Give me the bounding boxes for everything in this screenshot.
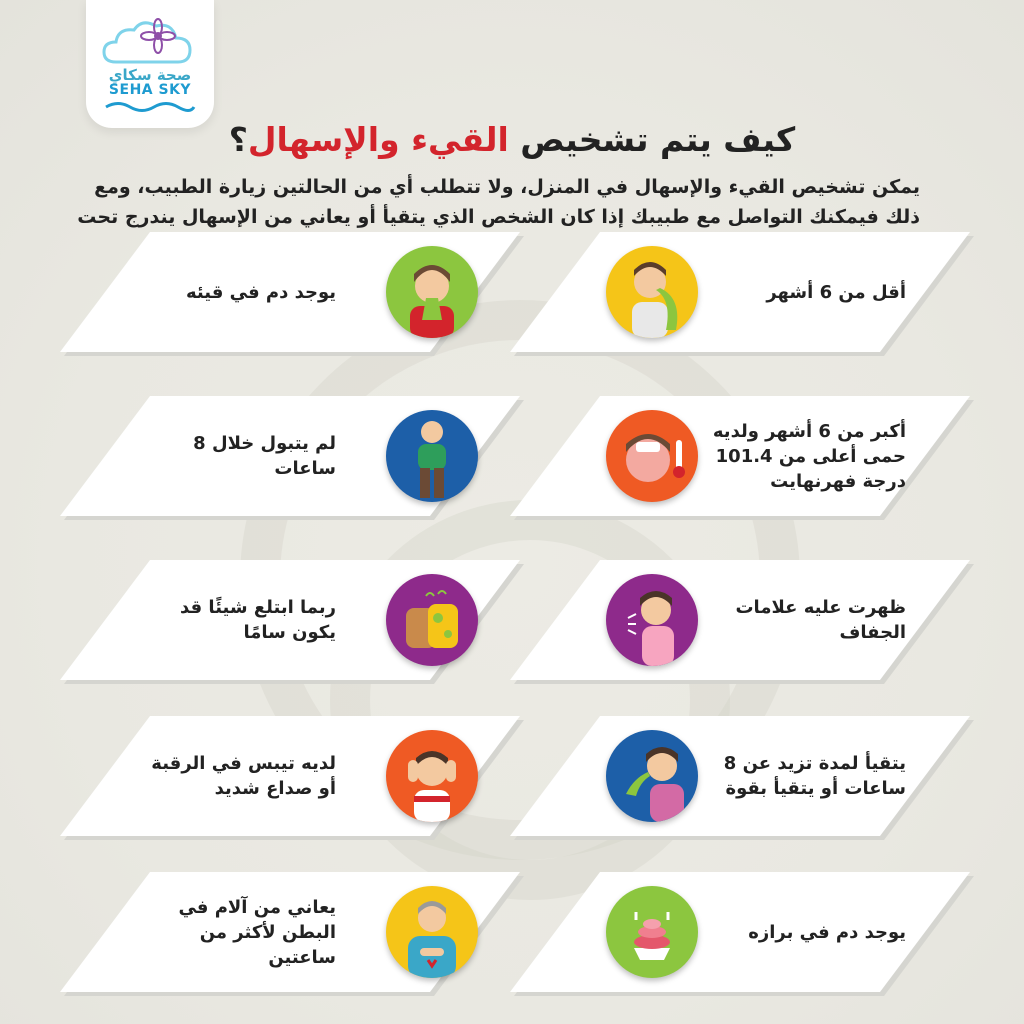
criteria-card [510,716,970,836]
dehydrated-person-icon [606,574,698,666]
urgent-person-icon [386,410,478,502]
criteria-card [60,396,520,516]
criteria-label: ظهرت عليه علامات الجفاف [735,597,906,643]
criteria-label: لم يتبول خلال 8 ساعات [193,433,336,479]
criteria-label: يتقيأ لمدة تزيد عن 8 ساعات أو يتقيأ بقوة [723,753,906,799]
stool-blood-icon [606,886,698,978]
criteria-label: يوجد دم في قيئه [185,281,336,303]
title-end: ؟ [228,120,248,159]
criteria-card [510,872,970,992]
intro-paragraph: يمكن تشخيص القيء والإسهال في المنزل، ولا تتطلب أي من الحالتين زيارة الطبيب، ومع ذلك فيمكنك التواصل مع طبيبك إذا كان الشخص الذي يتقيأ أو يعاني من الإسهال يندرج تحت [77,176,920,228]
fever-thermometer-icon [606,410,698,502]
stomach-pain-icon [386,886,478,978]
logo-arabic-text: صحة سكاي [108,66,192,84]
wave-icon [86,100,214,114]
vomiting-child-icon [606,246,698,338]
criteria-card [510,396,970,516]
cloud-flower-icon [86,4,214,74]
sick-boy-icon [386,246,478,338]
spoiled-bread-icon [386,574,478,666]
vomiting-man-icon [606,730,698,822]
criteria-label: لديه تيبس في الرقبة أو صداع شديد [151,753,336,799]
criteria-card [60,872,520,992]
criteria-label: يعاني من آلام في البطن لأكثر من ساعتين [178,896,336,968]
logo-latin-text: SEHA SKY [108,82,192,98]
logo [86,0,214,128]
criteria-card [510,560,970,680]
criteria-card [60,716,520,836]
title-part: كيف يتم تشخيص [520,120,796,159]
criteria-label: ربما ابتلع شيئًا قد يكون سامًا [179,597,336,643]
criteria-label: يوجد دم في برازه [748,921,906,943]
criteria-card [60,560,520,680]
headache-icon [386,730,478,822]
title-highlight: القيء والإسهال [247,120,509,159]
criteria-label: أكبر من 6 أشهر ولديه حمى أعلى من 101.4 درجة فهرنهايت [712,420,906,492]
page-title [0,120,1024,159]
criteria-card [510,232,970,352]
criteria-label: أقل من 6 أشهر [766,281,906,303]
criteria-card [60,232,520,352]
